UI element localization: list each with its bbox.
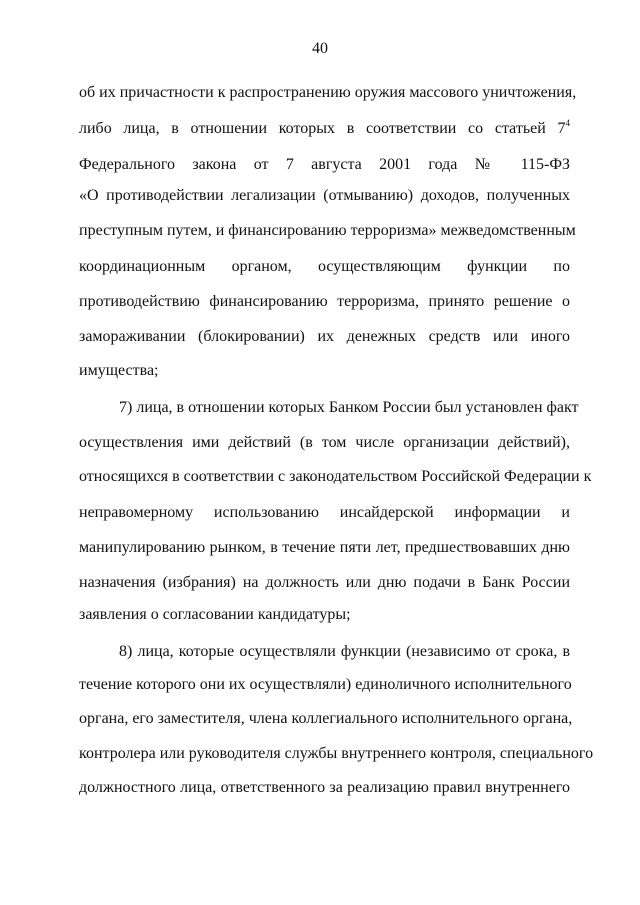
text-line <box>79 119 570 139</box>
text-line: Федерального закона от 7 августа 2001 года № 115-ФЗ <box>79 156 570 173</box>
text-line: манипулированию рынком, в течение пяти лет, предшествовавших дню <box>79 539 570 556</box>
page-number: 40 <box>312 40 328 57</box>
text-line: назначения (избрания) на должность или дню подачи в Банк России <box>79 574 570 591</box>
text-line: имущества; <box>79 362 159 379</box>
text-line: относящихся в соответствии с законодательством Российской Федерации к <box>79 468 592 485</box>
text-line: органа, его заместителя, члена коллегиального исполнительного органа, <box>79 710 573 727</box>
text-line: заявления о согласовании кандидатуры; <box>79 606 351 623</box>
text-line: неправомерному использованию инсайдерской информации и <box>79 504 570 521</box>
text-line-content: либо лица, в отношении которых в соответствии со статьей 7 <box>79 120 566 137</box>
text-line: течение которого они их осуществляли) единоличного исполнительного <box>79 676 572 693</box>
text-line: «О противодействии легализации (отмыванию) доходов, полученных <box>79 187 570 204</box>
text-line: координационным органом, осуществляющим функции по <box>79 258 570 275</box>
text-line: контролера или руководителя службы внутреннего контроля, специального <box>79 745 594 762</box>
text-line: должностного лица, ответственного за реализацию правил внутреннего <box>79 779 570 796</box>
superscript: 4 <box>565 118 570 128</box>
text-line: замораживании (блокировании) их денежных средств или иного <box>79 328 570 345</box>
text-line: противодействию финансированию терроризма, принято решение о <box>79 293 570 310</box>
text-line: об их причастности к распространению оружия массового уничтожения, <box>79 84 577 101</box>
text-line: 7) лица, в отношении которых Банком России был установлен факт <box>119 399 579 416</box>
text-line: 8) лица, которые осуществляли функции (независимо от срока, в <box>119 643 570 660</box>
text-line: осуществления ими действий (в том числе организации действий), <box>79 434 570 451</box>
text-line: преступным путем, и финансированию терроризма» межведомственным <box>79 222 576 239</box>
